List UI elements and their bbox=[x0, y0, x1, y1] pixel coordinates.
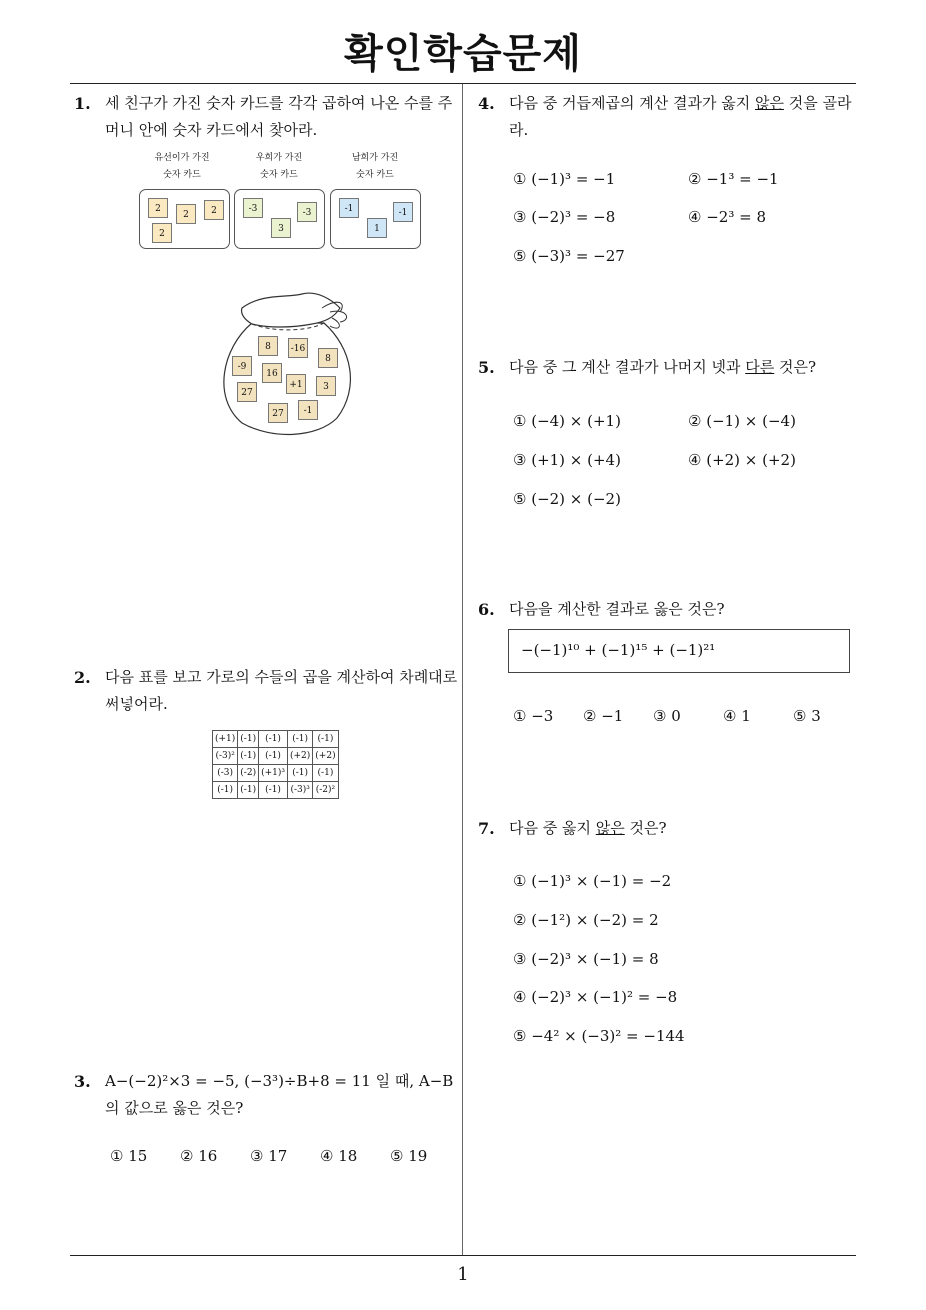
table-cell: (-3)² bbox=[213, 748, 238, 765]
number-card: 2 bbox=[176, 204, 196, 224]
choice-4[interactable]: ④ (+2) × (+2) bbox=[688, 451, 796, 469]
choice-2[interactable]: ② −1³ = −1 bbox=[688, 170, 779, 188]
bag-card: -16 bbox=[288, 338, 308, 358]
question-2 bbox=[74, 664, 458, 718]
choice-2[interactable]: ② −1 bbox=[583, 707, 624, 725]
footer-rule bbox=[70, 1255, 856, 1256]
table-cell: (-1) bbox=[238, 748, 259, 765]
choice-5[interactable]: ⑤ 19 bbox=[390, 1147, 428, 1165]
question-number: 2. bbox=[74, 668, 91, 687]
question-number: 1. bbox=[74, 94, 91, 113]
table-cell: (-1) bbox=[313, 765, 338, 782]
table-cell: (-2) bbox=[238, 765, 259, 782]
choice-2[interactable]: ② (−1²) × (−2) = 2 bbox=[513, 911, 659, 929]
pouch-figure bbox=[212, 288, 362, 438]
choice-4[interactable]: ④ 1 bbox=[723, 707, 751, 725]
choice-4[interactable]: ④ (−2)³ × (−1)² = −8 bbox=[513, 988, 678, 1006]
table-cell: (+2) bbox=[288, 748, 313, 765]
number-card: -3 bbox=[297, 202, 317, 222]
question-text: 다음 중 거듭제곱의 계산 결과가 옳지 않은 것을 골라라. bbox=[509, 94, 852, 139]
group-label: 유선이가 가진 숫자 카드 bbox=[154, 153, 210, 180]
number-card: 1 bbox=[367, 218, 387, 238]
bag-card: 27 bbox=[237, 382, 257, 402]
emphasis-underline: 않은 bbox=[595, 819, 625, 837]
table-row bbox=[213, 731, 339, 748]
choice-5[interactable]: ⑤ (−2) × (−2) bbox=[513, 490, 621, 508]
table-row bbox=[213, 782, 339, 799]
expression-box bbox=[508, 629, 850, 673]
emphasis-underline: 않은 bbox=[754, 94, 784, 112]
number-card: -1 bbox=[393, 202, 413, 222]
bag-card: 27 bbox=[268, 403, 288, 423]
table-cell: (-3)³ bbox=[288, 782, 313, 799]
choice-3[interactable]: ③ (−2)³ × (−1) = 8 bbox=[513, 950, 659, 968]
number-card: 2 bbox=[152, 223, 172, 243]
bag-card: +1 bbox=[286, 374, 306, 394]
table-cell: (-1) bbox=[238, 731, 259, 748]
bag-card: -1 bbox=[298, 400, 318, 420]
group-label: 남희가 가진 숫자 카드 bbox=[351, 153, 399, 180]
question-6 bbox=[478, 596, 862, 623]
choice-3[interactable]: ③ (+1) × (+4) bbox=[513, 451, 621, 469]
question-text: 세 친구가 가진 숫자 카드를 각각 곱하여 나온 수를 주머니 안에 숫자 카드에서 찾아라. bbox=[105, 94, 453, 139]
choice-3[interactable]: ③ (−2)³ = −8 bbox=[513, 208, 616, 226]
bag-card: 16 bbox=[262, 363, 282, 383]
choice-3[interactable]: ③ 17 bbox=[250, 1147, 288, 1165]
question-text: 다음을 계산한 결과로 옳은 것은? bbox=[509, 600, 725, 618]
choice-4[interactable]: ④ 18 bbox=[320, 1147, 358, 1165]
question-text-line: A−(−2)²×3 = −5, (−3³)÷B+8 = 11 일 때, A−B bbox=[105, 1072, 454, 1090]
emphasis-underline: 다른 bbox=[745, 358, 775, 376]
number-card: 3 bbox=[271, 218, 291, 238]
choice-1[interactable]: ① (−1)³ = −1 bbox=[513, 170, 616, 188]
choice-2[interactable]: ② 16 bbox=[180, 1147, 218, 1165]
table-cell: (-1) bbox=[238, 782, 259, 799]
choice-1[interactable]: ① 15 bbox=[110, 1147, 148, 1165]
question-text: 다음 중 옳지 않은 것은? bbox=[509, 819, 667, 837]
table-cell: (-1) bbox=[259, 731, 288, 748]
choice-1[interactable]: ① −3 bbox=[513, 707, 554, 725]
bag-card: -9 bbox=[232, 356, 252, 376]
column-divider bbox=[462, 84, 463, 1256]
expression: −(−1)¹⁰ + (−1)¹⁵ + (−1)²¹ bbox=[521, 641, 716, 659]
number-table bbox=[212, 730, 339, 799]
question-number: 4. bbox=[478, 94, 495, 113]
bag-card: 8 bbox=[318, 348, 338, 368]
table-cell: (-1) bbox=[213, 782, 238, 799]
number-card: 2 bbox=[148, 198, 168, 218]
question-7 bbox=[478, 815, 862, 842]
question-5 bbox=[478, 354, 862, 381]
bag-card: 3 bbox=[316, 376, 336, 396]
table-cell: (+1) bbox=[213, 731, 238, 748]
choice-3[interactable]: ③ 0 bbox=[653, 707, 681, 725]
card-group-box bbox=[139, 189, 230, 249]
table-cell: (+1)³ bbox=[259, 765, 288, 782]
table-cell: (-1) bbox=[288, 765, 313, 782]
question-text: 다음 표를 보고 가로의 수들의 곱을 계산하여 차례대로 써넣어라. bbox=[105, 668, 458, 713]
choice-5[interactable]: ⑤ 3 bbox=[793, 707, 821, 725]
choice-5[interactable]: ⑤ −4² × (−3)² = −144 bbox=[513, 1027, 685, 1045]
question-1 bbox=[74, 90, 458, 144]
table-row bbox=[213, 765, 339, 782]
card-groups-figure bbox=[136, 150, 426, 252]
table-cell: (+2) bbox=[313, 748, 338, 765]
page-number: 1 bbox=[457, 1264, 469, 1285]
choice-1[interactable]: ① (−1)³ × (−1) = −2 bbox=[513, 872, 672, 890]
card-group-box bbox=[234, 189, 325, 249]
card-group-box bbox=[330, 189, 421, 249]
question-number: 6. bbox=[478, 600, 495, 619]
choice-4[interactable]: ④ −2³ = 8 bbox=[688, 208, 766, 226]
table-cell: (-1) bbox=[259, 782, 288, 799]
group-label: 우희가 가진 숫자 카드 bbox=[255, 153, 303, 180]
table-cell: (-1) bbox=[313, 731, 338, 748]
choice-2[interactable]: ② (−1) × (−4) bbox=[688, 412, 796, 430]
question-number: 7. bbox=[478, 819, 495, 838]
question-text-line: 의 값으로 옳은 것은? bbox=[105, 1099, 244, 1117]
number-card: -1 bbox=[339, 198, 359, 218]
question-number: 5. bbox=[478, 358, 495, 377]
bag-card: 8 bbox=[258, 336, 278, 356]
page-title: 확인학습문제 bbox=[344, 31, 582, 77]
question-3 bbox=[74, 1068, 458, 1122]
number-card: 2 bbox=[204, 200, 224, 220]
question-number: 3. bbox=[74, 1072, 91, 1091]
table-cell: (-1) bbox=[288, 731, 313, 748]
table-cell: (-1) bbox=[259, 748, 288, 765]
table-cell: (-2)² bbox=[313, 782, 338, 799]
table-row bbox=[213, 748, 339, 765]
header-rule bbox=[70, 83, 856, 84]
question-text: 다음 중 그 계산 결과가 나머지 넷과 다른 것은? bbox=[509, 358, 817, 376]
choice-5[interactable]: ⑤ (−3)³ = −27 bbox=[513, 247, 625, 265]
table-cell: (-3) bbox=[213, 765, 238, 782]
number-card: -3 bbox=[243, 198, 263, 218]
question-4 bbox=[478, 90, 862, 144]
choice-1[interactable]: ① (−4) × (+1) bbox=[513, 412, 621, 430]
